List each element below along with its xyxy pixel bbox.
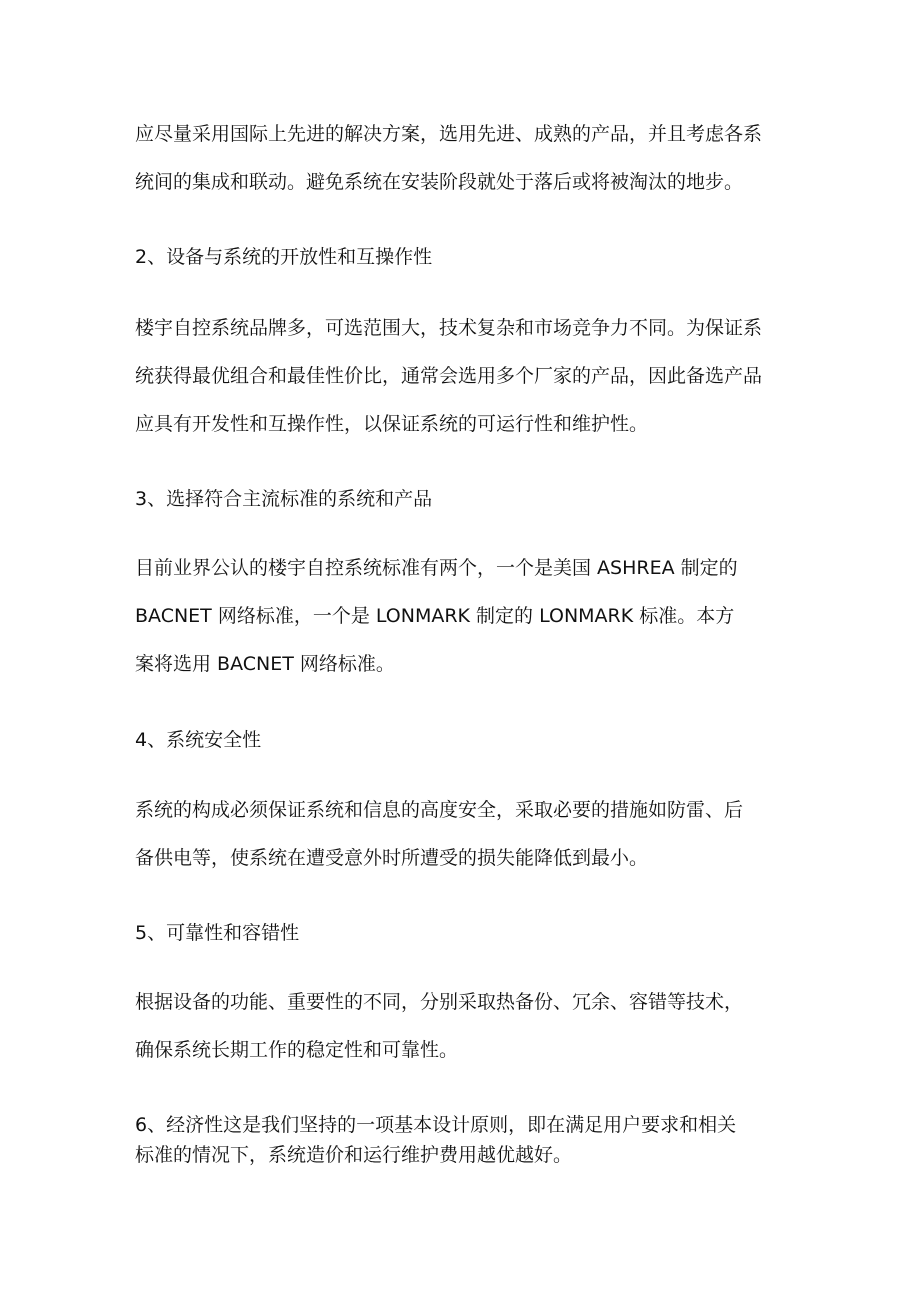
text-line: 目前业界公认的楼宇自控系统标准有两个，一个是美国 ASHREA 制定的 (135, 557, 738, 579)
heading-text: 3、选择符合主流标准的系统和产品 (135, 488, 433, 510)
heading-reliability (135, 909, 805, 957)
paragraph-openness (135, 304, 805, 448)
text-line: 标准的情况下，系统造价和运行维护费用越优越好。 (135, 1144, 573, 1166)
paragraph-security (135, 786, 805, 882)
paragraph-standards (135, 544, 805, 688)
text-line: 根据设备的功能、重要性的不同，分别采取热备份、冗余、容错等技术， (135, 991, 744, 1013)
heading-openness (135, 233, 805, 281)
heading-text: 2、设备与系统的开放性和互操作性 (135, 246, 433, 268)
text-line: 楼宇自控系统品牌多，可选范围大，技术复杂和市场竞争力不同。为保证系 (135, 317, 763, 339)
paragraph-economy (135, 1110, 805, 1170)
paragraph-reliability (135, 978, 805, 1074)
text-line: 应具有开发性和互操作性，以保证系统的可运行性和维护性。 (135, 413, 649, 435)
heading-text: 5、可靠性和容错性 (135, 922, 300, 944)
paragraph-system-advancement (135, 110, 805, 206)
text-line: 统获得最优组合和最佳性价比，通常会选用多个厂家的产品，因此备选产品 (135, 365, 763, 387)
heading-security (135, 716, 805, 764)
text-line: 系统的构成必须保证系统和信息的高度安全，采取必要的措施如防雷、后 (135, 799, 744, 821)
heading-text: 4、系统安全性 (135, 729, 262, 751)
text-line: 统间的集成和联动。避免系统在安装阶段就处于落后或将被淘汰的地步。 (135, 171, 744, 193)
text-line: 备供电等，使系统在遭受意外时所遭受的损失能降低到最小。 (135, 847, 649, 869)
heading-standards (135, 475, 805, 523)
text-line: 6、经济性这是我们坚持的一项基本设计原则，即在满足用户要求和相关 (135, 1114, 737, 1136)
text-line: 案将选用 BACNET 网络标准。 (135, 653, 395, 675)
text-line: 确保系统长期工作的稳定性和可靠性。 (135, 1039, 459, 1061)
text-line: BACNET 网络标准，一个是 LONMARK 制定的 LONMARK 标准。本方 (135, 605, 735, 627)
text-line: 应尽量采用国际上先进的解决方案，选用先进、成熟的产品，并且考虑各系 (135, 123, 763, 145)
